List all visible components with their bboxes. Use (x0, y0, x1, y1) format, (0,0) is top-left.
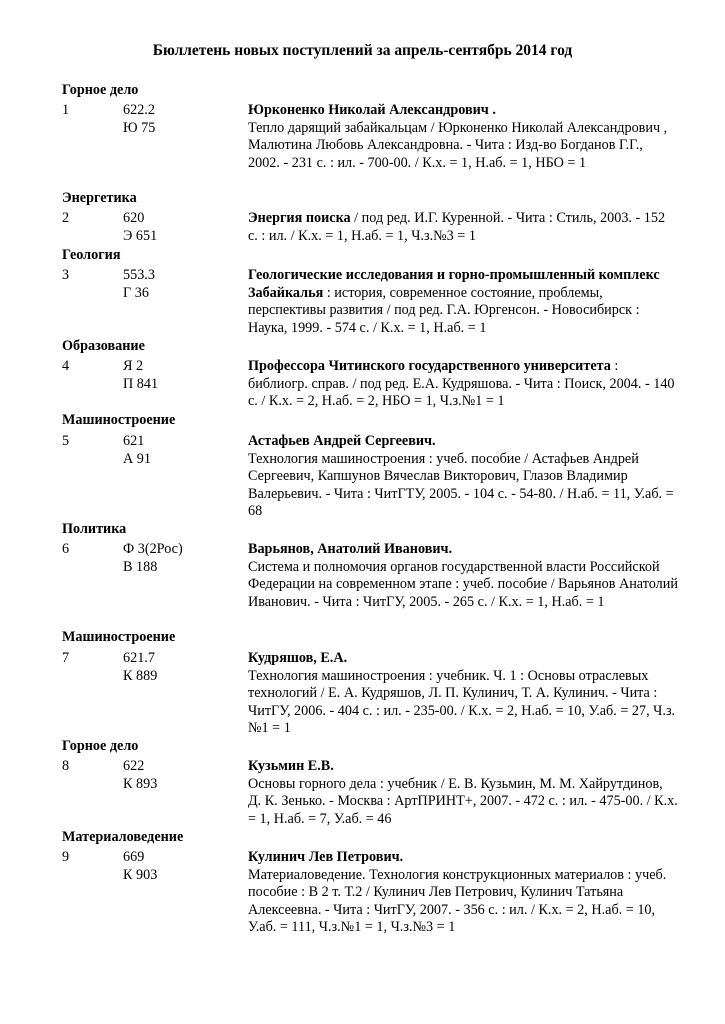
record-heading: Юрконенко Николай Александрович . (248, 102, 496, 118)
record-heading: Кузьмин Е.В. (248, 758, 334, 774)
section-heading-energy: Энергетика (62, 190, 137, 206)
bibliographic-record (248, 267, 678, 337)
entry-number: 4 (62, 358, 70, 374)
record-body: Тепло дарящий забайкальцам / Юрконенко Николай Александрович , Малютина Любовь Александровна. - Чита : Изд-во Богданов Г.Г., 2002. - 231 с. : ил. - 700-00. / К.х. = 1, Н.аб. = 1, НБО = 1 (248, 119, 668, 171)
call-number (123, 358, 243, 393)
udc-code: Я 2 (123, 358, 144, 374)
call-number (123, 650, 243, 685)
call-number (123, 210, 243, 245)
udc-code: 622 (123, 758, 145, 774)
udc-code: 553.3 (123, 267, 155, 283)
bibliographic-record (248, 210, 678, 245)
record-heading: Кудряшов, Е.А. (248, 650, 348, 666)
udc-code: 620 (123, 210, 145, 226)
section-heading-mining-2: Горное дело (62, 738, 139, 754)
entry-number: 9 (62, 849, 70, 865)
call-number (123, 267, 243, 302)
entry-number: 6 (62, 541, 70, 557)
entry-number: 8 (62, 758, 70, 774)
author-mark: К 893 (123, 775, 158, 792)
record-body: Материаловедение. Технология конструкционных материалов : учеб. пособие : В 2 т. Т.2 / Кулинич Лев Петрович, Кулинич Татьяна Алексеевна. - Чита : ЧитГУ, 2007. - 356 с. : ил. / К.х. = 2, Н.аб. = 10, У.аб. = 111, Ч.з.№1 = 1, Ч.з.№3 = 1 (248, 866, 667, 935)
page-title: Бюллетень новых поступлений за апрель-сентябрь 2014 год (152, 42, 573, 59)
section-heading-education: Образование (62, 338, 145, 354)
section-heading-mining: Горное дело (62, 82, 139, 98)
author-mark: К 903 (123, 866, 158, 883)
udc-code: 622.2 (123, 102, 155, 118)
udc-code: 669 (123, 849, 145, 865)
author-mark: П 841 (123, 375, 159, 392)
bibliographic-record (248, 102, 678, 172)
call-number (123, 433, 243, 468)
record-body: Технология машиностроения : учебник. Ч. 1 : Основы отраслевых технологий / Е. А. Кудряшов, Л. П. Кулинич, Т. А. Кулинич. - Чита : ЧитГУ, 2006. - 404 с. : ил. - 235-00. / К.х. = 2, Н.аб. = 10, У.аб. = 27, Ч.з.№1 = 1 (248, 667, 676, 736)
call-number (123, 849, 243, 884)
section-heading-engineering-2: Машиностроение (62, 629, 176, 645)
author-mark: Ю 75 (123, 119, 156, 136)
record-heading: Геологические исследования и горно-промышленный комплекс Забайкалья (248, 267, 660, 301)
udc-code: 621.7 (123, 650, 155, 666)
record-heading: Варьянов, Анатолий Иванович. (248, 541, 453, 557)
record-heading: Энергия поиска (248, 210, 351, 226)
section-heading-materials: Материаловедение (62, 829, 184, 845)
author-mark: Г 36 (123, 284, 149, 301)
bibliographic-record (248, 650, 678, 738)
entry-number: 2 (62, 210, 70, 226)
section-heading-engineering: Машиностроение (62, 412, 176, 428)
call-number (123, 541, 243, 576)
author-mark: А 91 (123, 450, 151, 467)
entry-number: 1 (62, 102, 70, 118)
record-body: : история, современное состояние, проблемы, перспективы развития / под ред. Г.А. Юргенсон. - Новосибирск : Наука, 1999. - 574 с. / К.х. = 1, Н.аб. = 1 (248, 284, 640, 336)
record-body: / под ред. И.Г. Куренной. - Чита : Стиль, 2003. - 152 с. : ил. / К.х. = 1, Н.аб. = 1, Ч.з.№3 = 1 (248, 210, 666, 244)
author-mark: В 188 (123, 558, 158, 575)
call-number (123, 102, 243, 137)
bibliographic-record (248, 541, 678, 611)
bibliographic-record (248, 358, 678, 411)
section-heading-politics: Политика (62, 521, 127, 537)
record-body: Система и полномочия органов государственной власти Российской Федерации на современном этапе : учеб. пособие / Варьянов Анатолий Иванович. - Чита : ЧитГУ, 2005. - 265 с. / К.х. = 1, Н.аб. = 1 (248, 558, 678, 610)
record-body: Технология машиностроения : учеб. пособие / Астафьев Андрей Сергеевич, Капшунов Вячеслав Викторович, Глазов Владимир Валерьевич. - Чита : ЧитГТУ, 2005. - 104 с. - 54-80. / Н.аб. = 11, У.аб. = 68 (248, 450, 674, 519)
entry-number: 3 (62, 267, 70, 283)
bibliographic-record (248, 849, 678, 937)
author-mark: Э 651 (123, 227, 158, 244)
record-body: : библиогр. справ. / под ред. Е.А. Кудряшова. - Чита : Поиск, 2004. - 140 с. / К.х. = 2, Н.аб. = 2, НБО = 1, Ч.з.№1 = 1 (248, 358, 675, 409)
bibliographic-record (248, 758, 678, 828)
udc-code: 621 (123, 433, 145, 449)
record-heading: Астафьев Андрей Сергеевич. (248, 433, 436, 449)
bibliographic-record (248, 433, 678, 521)
record-heading: Профессора Читинского государственного университета (248, 358, 611, 374)
call-number (123, 758, 243, 793)
record-body: Основы горного дела : учебник / Е. В. Кузьмин, М. М. Хайрутдинов, Д. К. Зенько. - Москва : АртПРИНТ+, 2007. - 472 с. : ил. - 475-00. / К.х. = 1, Н.аб. = 7, У.аб. = 46 (248, 775, 678, 827)
record-heading: Кулинич Лев Петрович. (248, 849, 404, 865)
udc-code: Ф 3(2Рос) (123, 541, 183, 557)
entry-number: 5 (62, 433, 70, 449)
entry-number: 7 (62, 650, 70, 666)
section-heading-geology: Геология (62, 247, 121, 263)
author-mark: К 889 (123, 667, 158, 684)
